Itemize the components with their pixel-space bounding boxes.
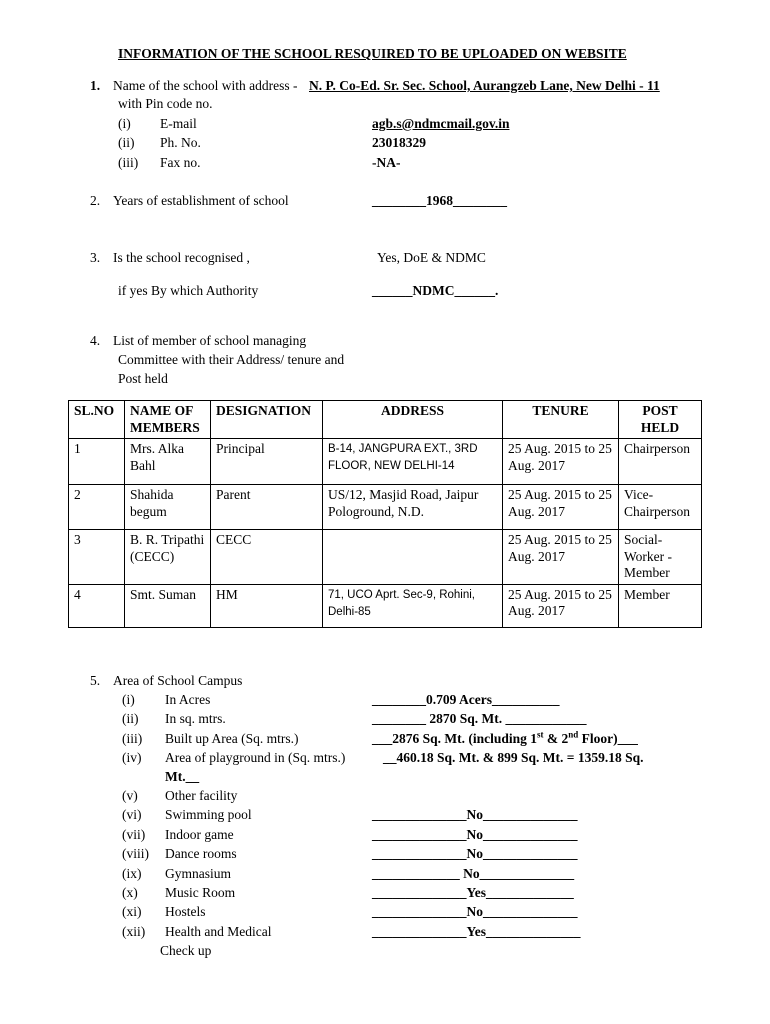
q4-line: List of member of school managing bbox=[113, 333, 307, 348]
q5-item-roman: (xi) bbox=[122, 904, 142, 919]
q5-item-label: In sq. mtrs. bbox=[165, 711, 226, 726]
table-header-cell: TENURE bbox=[503, 401, 619, 439]
q1-school-name: N. P. Co-Ed. Sr. Sec. School, Aurangzeb Lane, New Delhi - 11 bbox=[309, 78, 660, 93]
q1-email-value: agb.s@ndmcmail.gov.in bbox=[372, 116, 510, 131]
q5-item-roman: (iv) bbox=[122, 750, 142, 765]
table-row bbox=[69, 439, 702, 485]
table-cell-designation: HM bbox=[211, 584, 323, 627]
table-header-row bbox=[69, 401, 702, 439]
table-cell-post: Vice-Chairperson bbox=[619, 485, 702, 530]
q5-number: 5. bbox=[90, 673, 101, 688]
q5-item-roman: (vii) bbox=[122, 827, 146, 842]
q1-item-roman: (i) bbox=[118, 116, 131, 131]
q5-item-roman: (v) bbox=[122, 788, 138, 803]
q5-item-label: Gymnasium bbox=[165, 866, 231, 881]
q1-item-roman: (iii) bbox=[118, 155, 139, 170]
q1-fax-label: Fax no. bbox=[160, 155, 201, 170]
members-table bbox=[68, 400, 702, 628]
table-cell-name: Mrs. Alka Bahl bbox=[125, 439, 211, 485]
table-cell-address: US/12, Masjid Road, Jaipur Pologround, N.D. bbox=[323, 485, 503, 530]
q1-phone-label: Ph. No. bbox=[160, 135, 201, 150]
q5-item-label: Indoor game bbox=[165, 827, 234, 842]
q4-line: Committee with their Address/ tenure and bbox=[118, 352, 345, 367]
table-cell-post: Social-Worker - Member bbox=[619, 530, 702, 585]
document-title: INFORMATION OF THE SCHOOL RESQUIRED TO BE UPLOADED ON WEBSITE bbox=[118, 46, 627, 61]
q5-item-roman: (x) bbox=[122, 885, 138, 900]
q5-item-label: Built up Area (Sq. mtrs.) bbox=[165, 731, 299, 746]
table-row bbox=[69, 530, 702, 585]
q5-item-roman: (iii) bbox=[122, 731, 143, 746]
table-cell-designation: Principal bbox=[211, 439, 323, 485]
table-cell-post: Chairperson bbox=[619, 439, 702, 485]
q5-item-roman: (vi) bbox=[122, 807, 142, 822]
table-cell-post: Member bbox=[619, 584, 702, 627]
q3-authority-label: if yes By which Authority bbox=[118, 283, 259, 298]
q1-number: 1. bbox=[90, 78, 101, 93]
q5-item-roman: (ii) bbox=[122, 711, 139, 726]
q5-item-roman: (ix) bbox=[122, 866, 142, 881]
table-cell-sl: 4 bbox=[69, 584, 125, 627]
table-cell-tenure: 25 Aug. 2015 to 25 Aug. 2017 bbox=[503, 584, 619, 627]
q5-label: Area of School Campus bbox=[113, 673, 243, 688]
table-cell-name: Smt. Suman bbox=[125, 584, 211, 627]
q5-item-value-cont: Mt.__ bbox=[165, 769, 200, 784]
q4-line: Post held bbox=[118, 371, 168, 386]
q5-item-value: ________ 2870 Sq. Mt. ____________ bbox=[372, 711, 587, 726]
q5-item-value: ______________No______________ bbox=[372, 827, 578, 842]
table-header-cell: ADDRESS bbox=[323, 401, 503, 439]
q5-item-label: Dance rooms bbox=[165, 846, 237, 861]
q5-item-roman: (xii) bbox=[122, 924, 146, 939]
table-cell-name: B. R. Tripathi (CECC) bbox=[125, 530, 211, 585]
q1-label-line2: with Pin code no. bbox=[118, 96, 213, 111]
q1-email-label: E-mail bbox=[160, 116, 197, 131]
q2-value: ________1968________ bbox=[372, 193, 507, 208]
q3-label: Is the school recognised , bbox=[113, 250, 250, 265]
q3-authority-value: ______NDMC______. bbox=[372, 283, 499, 298]
table-row bbox=[69, 584, 702, 627]
table-header-cell: SL.NO bbox=[69, 401, 125, 439]
table-header-cell: NAME OF MEMBERS bbox=[125, 401, 211, 439]
q1-label: Name of the school with address - bbox=[113, 78, 298, 93]
q5-item-label: Health and Medical bbox=[165, 924, 272, 939]
q2-label: Years of establishment of school bbox=[113, 193, 289, 208]
q5-item-label: Hostels bbox=[165, 904, 206, 919]
q5-item-roman: (viii) bbox=[122, 846, 149, 861]
table-cell-sl: 2 bbox=[69, 485, 125, 530]
table-cell-sl: 1 bbox=[69, 439, 125, 485]
q3-value: Yes, DoE & NDMC bbox=[377, 250, 486, 265]
q5-item-label: Other facility bbox=[165, 788, 238, 803]
q5-item-roman: (i) bbox=[122, 692, 135, 707]
q5-item-label: Swimming pool bbox=[165, 807, 252, 822]
table-header-cell: POST HELD bbox=[619, 401, 702, 439]
q5-item-value: ______________No______________ bbox=[372, 807, 578, 822]
q2-number: 2. bbox=[90, 193, 101, 208]
q5-item-value: ______________Yes______________ bbox=[372, 924, 581, 939]
table-cell-designation: Parent bbox=[211, 485, 323, 530]
q3-number: 3. bbox=[90, 250, 101, 265]
q5-item-label: In Acres bbox=[165, 692, 211, 707]
table-cell-tenure: 25 Aug. 2015 to 25 Aug. 2017 bbox=[503, 530, 619, 585]
table-cell-name: Shahida begum bbox=[125, 485, 211, 530]
q5-item-value: __460.18 Sq. Mt. & 899 Sq. Mt. = 1359.18 Sq. bbox=[383, 750, 644, 765]
q4-number: 4. bbox=[90, 333, 101, 348]
q5-item-value: _____________ No______________ bbox=[372, 866, 575, 881]
q5-item-value: ______________No______________ bbox=[372, 904, 578, 919]
q5-item-value: ______________No______________ bbox=[372, 846, 578, 861]
q1-fax-value: -NA- bbox=[372, 155, 401, 170]
table-header-cell: DESIGNATION bbox=[211, 401, 323, 439]
q5-item-value: ______________Yes_____________ bbox=[372, 885, 574, 900]
q5-last-line: Check up bbox=[160, 943, 212, 958]
table-row bbox=[69, 485, 702, 530]
q1-item-roman: (ii) bbox=[118, 135, 135, 150]
q5-item-value: ________0.709 Acers__________ bbox=[372, 692, 560, 707]
q5-item-value: ___2876 Sq. Mt. (including 1st & 2nd Floor)___ bbox=[372, 729, 638, 746]
table-cell-tenure: 25 Aug. 2015 to 25 Aug. 2017 bbox=[503, 485, 619, 530]
table-cell-designation: CECC bbox=[211, 530, 323, 585]
table-cell-sl: 3 bbox=[69, 530, 125, 585]
table-cell-tenure: 25 Aug. 2015 to 25 Aug. 2017 bbox=[503, 439, 619, 485]
q5-item-label: Music Room bbox=[165, 885, 236, 900]
table-cell-address: B-14, JANGPURA EXT., 3RD FLOOR, NEW DELHI-14 bbox=[323, 439, 503, 485]
table-cell-address bbox=[323, 530, 503, 585]
q1-phone-value: 23018329 bbox=[372, 135, 426, 150]
table-cell-address: 71, UCO Aprt. Sec-9, Rohini, Delhi-85 bbox=[323, 584, 503, 627]
q5-item-label: Area of playground in (Sq. mtrs.) bbox=[165, 750, 346, 765]
